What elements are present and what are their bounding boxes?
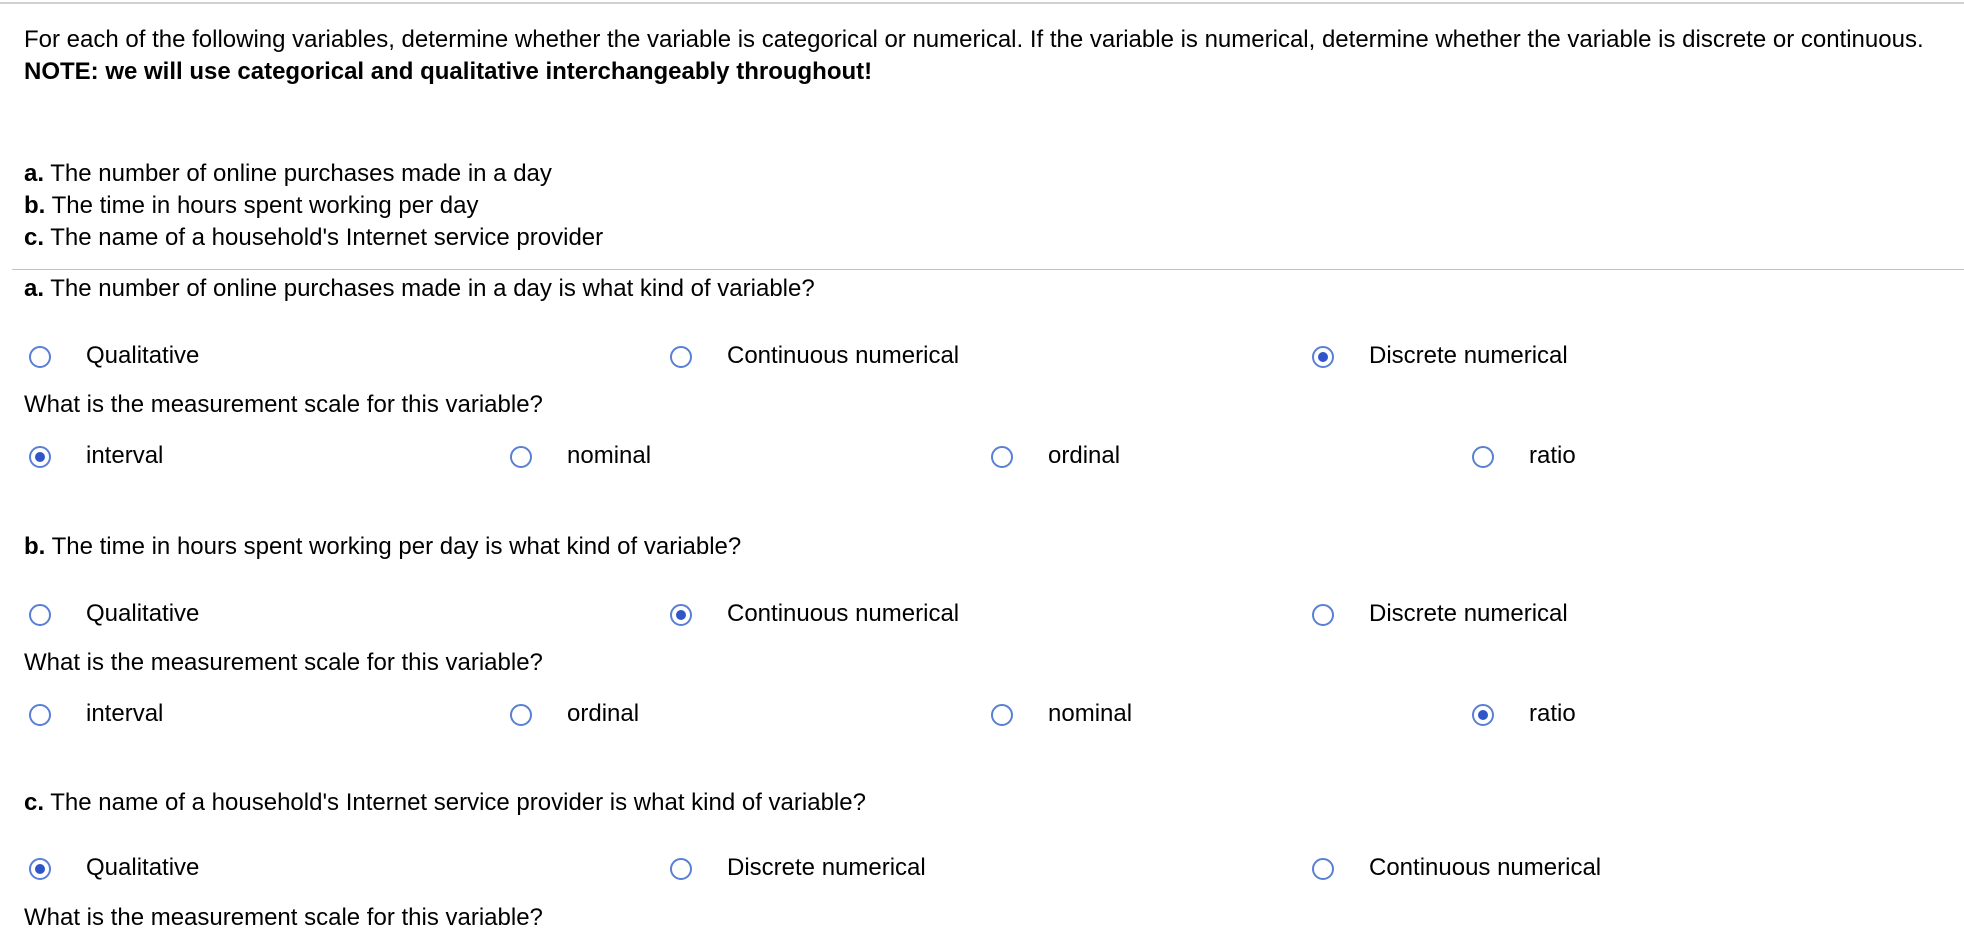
top-divider	[0, 2, 1964, 4]
instructions-text: For each of the following variables, determine whether the variable is categorical or numerical. If the variable is numerical, determine whether the variable is discrete or continuous.	[24, 26, 1924, 53]
label-a-scale-nominal[interactable]: nominal	[567, 442, 652, 469]
radio-a-scale-interval[interactable]	[29, 446, 51, 468]
question-c-kind	[24, 789, 866, 817]
radio-c-kind-qualitative[interactable]	[29, 858, 51, 880]
label-a-kind-discrete[interactable]: Discrete numerical	[1369, 342, 1568, 369]
radio-b-kind-continuous[interactable]	[670, 604, 692, 626]
label-a-kind-qualitative[interactable]: Qualitative	[86, 342, 200, 369]
label-b-scale-interval[interactable]: interval	[86, 700, 164, 727]
variable-text: The time in hours spent working per day	[51, 192, 479, 219]
radio-a-scale-ratio[interactable]	[1472, 446, 1494, 468]
question-text: The time in hours spent working per day is what kind of variable?	[51, 533, 742, 560]
label-b-scale-ratio[interactable]: ratio	[1529, 700, 1576, 727]
label-a-scale-interval[interactable]: interval	[86, 442, 164, 469]
question-b-scale: What is the measurement scale for this variable?	[24, 649, 543, 676]
radio-b-scale-interval[interactable]	[29, 704, 51, 726]
radio-b-scale-nominal[interactable]	[991, 704, 1013, 726]
question-letter: b.	[24, 533, 46, 560]
radio-a-scale-ordinal[interactable]	[991, 446, 1013, 468]
radio-c-kind-discrete[interactable]	[670, 858, 692, 880]
radio-b-scale-ordinal[interactable]	[510, 704, 532, 726]
variable-item-b	[24, 192, 478, 220]
radio-b-kind-discrete[interactable]	[1312, 604, 1334, 626]
instructions	[24, 24, 1954, 88]
radio-c-kind-continuous[interactable]	[1312, 858, 1334, 880]
label-a-scale-ratio[interactable]: ratio	[1529, 442, 1576, 469]
radio-a-kind-qualitative[interactable]	[29, 346, 51, 368]
radio-a-kind-continuous[interactable]	[670, 346, 692, 368]
label-c-kind-discrete[interactable]: Discrete numerical	[727, 854, 926, 881]
radio-a-scale-nominal[interactable]	[510, 446, 532, 468]
label-c-kind-continuous[interactable]: Continuous numerical	[1369, 854, 1602, 881]
label-b-kind-continuous[interactable]: Continuous numerical	[727, 600, 960, 627]
label-a-kind-continuous[interactable]: Continuous numerical	[727, 342, 960, 369]
question-letter: a.	[24, 275, 45, 302]
question-text: The name of a household's Internet service provider is what kind of variable?	[50, 789, 866, 816]
instructions-note: NOTE: we will use categorical and qualitative interchangeably throughout!	[24, 58, 873, 85]
variable-letter: c.	[24, 224, 45, 251]
label-b-scale-nominal[interactable]: nominal	[1048, 700, 1133, 727]
question-c-scale: What is the measurement scale for this variable?	[24, 904, 543, 931]
question-text: The number of online purchases made in a day is what kind of variable?	[50, 275, 815, 302]
radio-b-kind-qualitative[interactable]	[29, 604, 51, 626]
question-letter: c.	[24, 789, 45, 816]
question-b-kind	[24, 533, 741, 561]
variable-letter: a.	[24, 160, 45, 187]
label-b-scale-ordinal[interactable]: ordinal	[567, 700, 640, 727]
variable-text: The number of online purchases made in a day	[50, 160, 552, 187]
section-divider	[12, 269, 1964, 270]
radio-a-kind-discrete[interactable]	[1312, 346, 1334, 368]
label-b-kind-discrete[interactable]: Discrete numerical	[1369, 600, 1568, 627]
question-a-scale: What is the measurement scale for this variable?	[24, 391, 543, 418]
question-a-kind	[24, 275, 815, 303]
radio-b-scale-ratio[interactable]	[1472, 704, 1494, 726]
label-c-kind-qualitative[interactable]: Qualitative	[86, 854, 200, 881]
label-b-kind-qualitative[interactable]: Qualitative	[86, 600, 200, 627]
variable-text: The name of a household's Internet service provider	[50, 224, 604, 251]
variable-item-c	[24, 224, 603, 252]
label-a-scale-ordinal[interactable]: ordinal	[1048, 442, 1121, 469]
variable-item-a	[24, 160, 552, 188]
variable-letter: b.	[24, 192, 46, 219]
